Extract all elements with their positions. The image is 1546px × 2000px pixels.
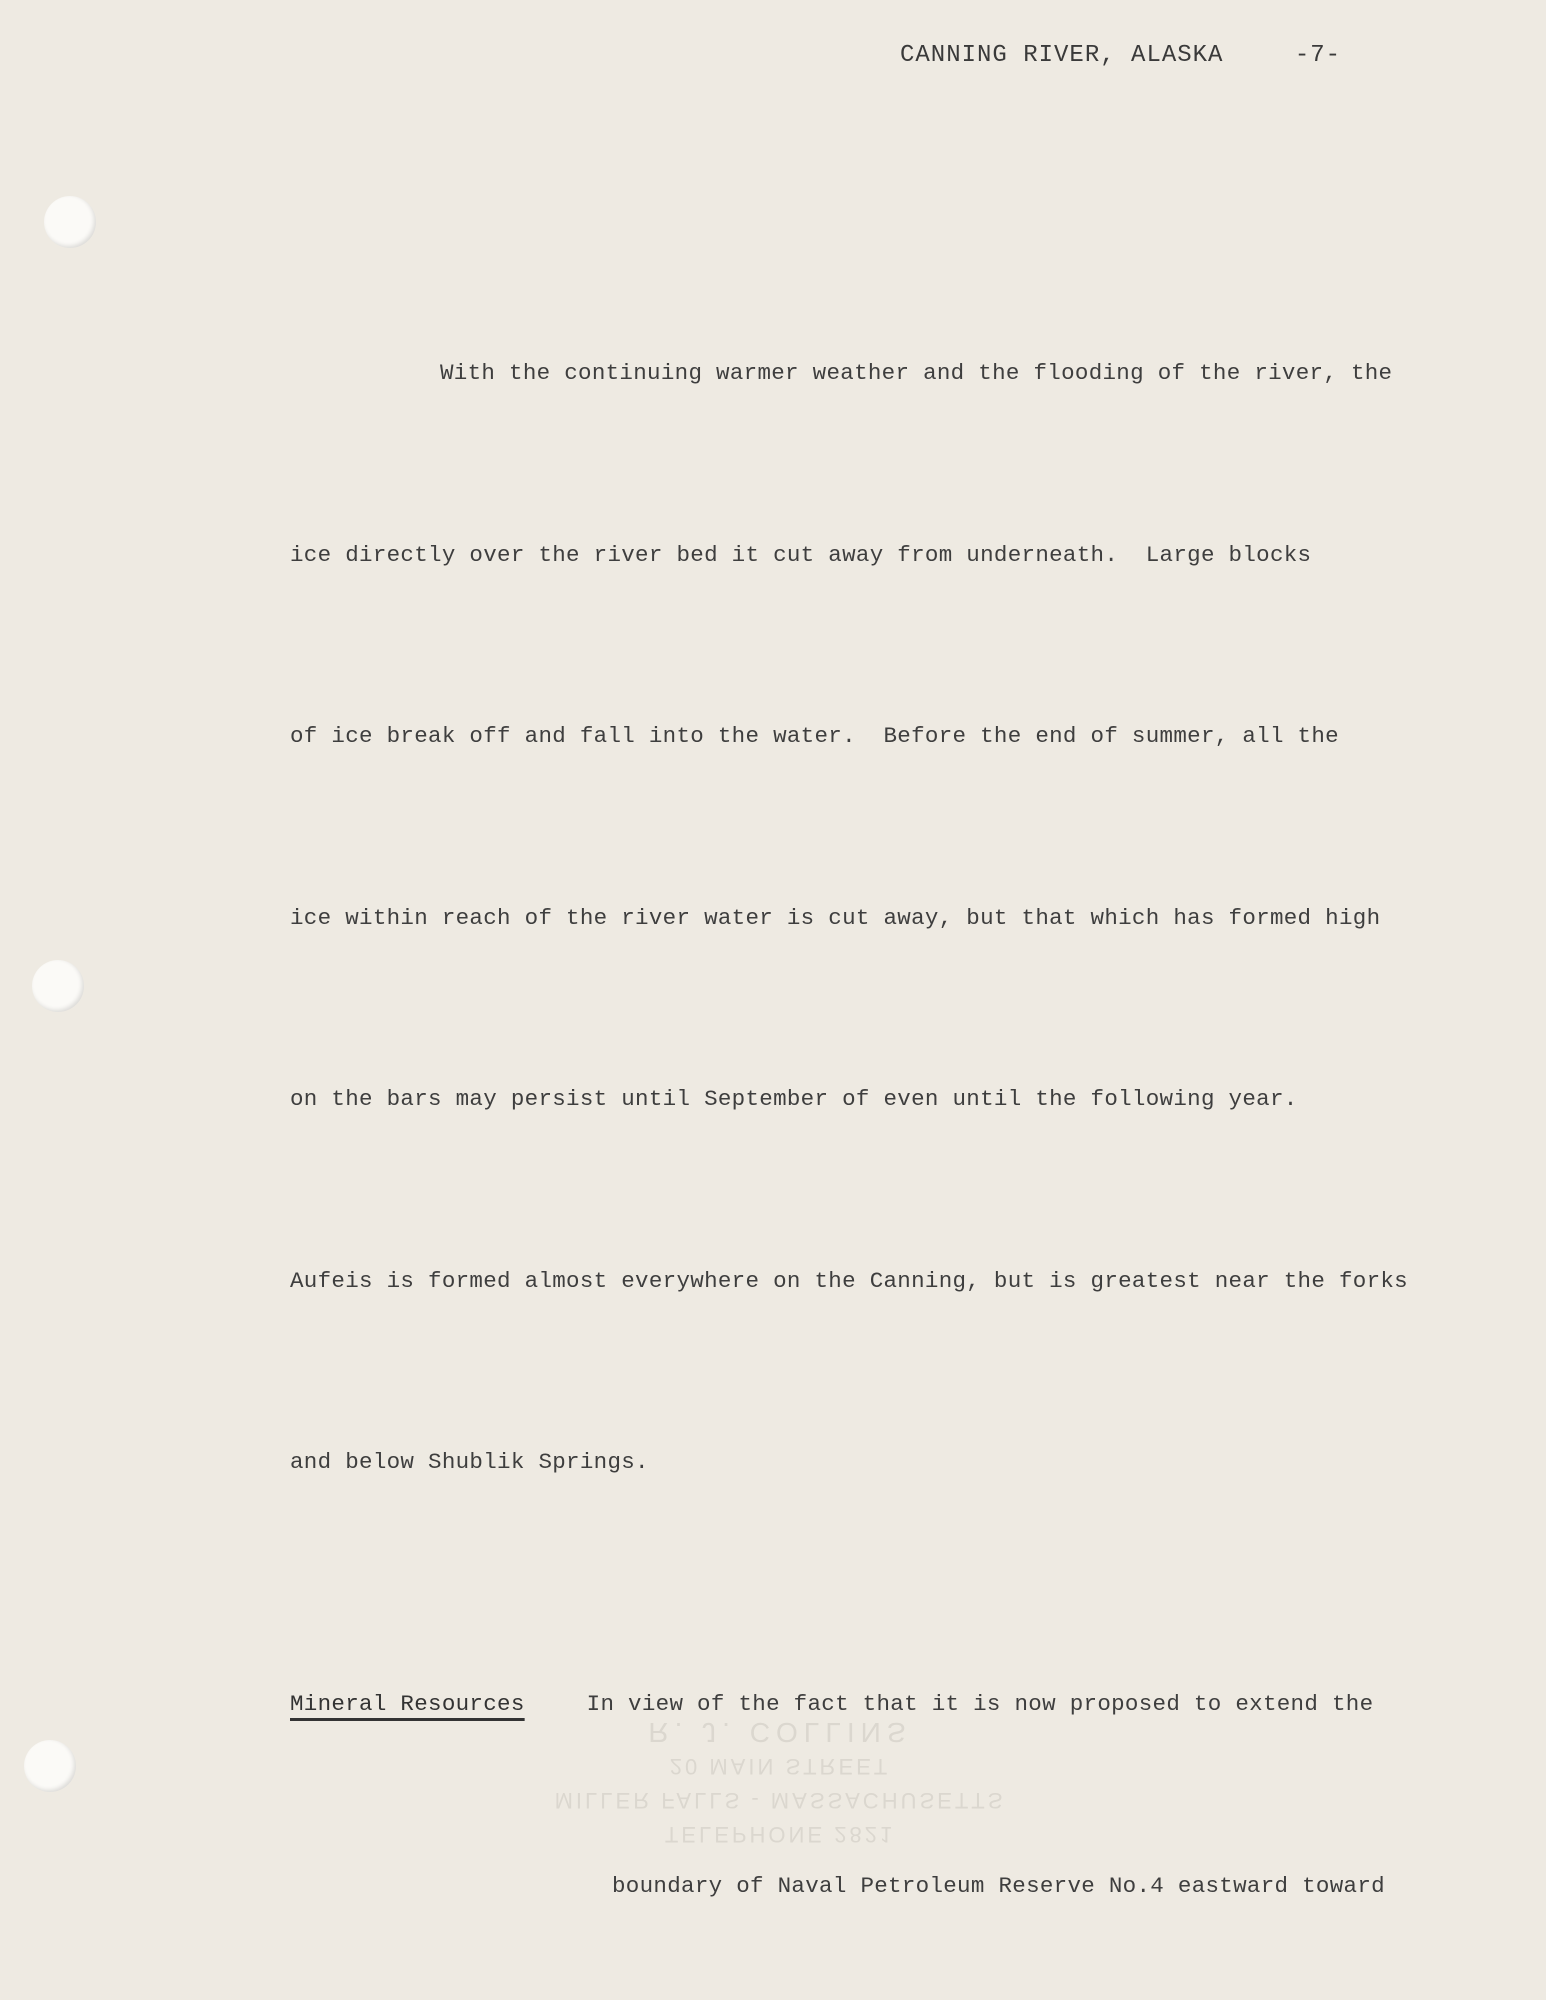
- header-title: CANNING RIVER, ALASKA: [900, 42, 1224, 69]
- stamp-line: MILLER FALLS - MASSACHUSETTS: [554, 1788, 1006, 1813]
- text-line: ice directly over the river bed it cut away from underneath. Large blocks: [290, 541, 1312, 568]
- stamp-line: 20 MAIN STREET: [669, 1754, 891, 1779]
- punch-hole-middle: [32, 960, 84, 1012]
- stamp-line: TELEPHONE 2821: [664, 1822, 896, 1847]
- text-line: of ice break off and fall into the water. Before the end of summer, all the: [290, 723, 1339, 749]
- bleed-through-letterhead: [530, 1715, 1030, 1851]
- page-number: -7-: [1294, 42, 1342, 69]
- punch-hole-bottom: [24, 1740, 76, 1792]
- text-line: on the bars may persist until September of even until the following year.: [290, 1086, 1298, 1112]
- page-header: [900, 42, 1341, 69]
- punch-hole-top: [44, 196, 96, 248]
- mineral-resources-heading: Mineral Resources: [290, 1691, 525, 1717]
- text-line: ice within reach of the river water is cut away, but that which has formed high: [290, 904, 1381, 931]
- stamp-line: R. J. COLLINS: [648, 1717, 912, 1748]
- text-line: boundary of Naval Petroleum Reserve No.4 eastward toward: [612, 1872, 1385, 1899]
- text-line: In view of the fact that it is now proposed to extend the: [586, 1691, 1374, 1717]
- text-line: and below Shublik Springs.: [290, 1449, 649, 1475]
- text-line: Aufeis is formed almost everywhere on the Canning, but is greatest near the forks: [290, 1267, 1408, 1294]
- text-line: With the continuing warmer weather and the flooding of the river, the: [440, 360, 1393, 386]
